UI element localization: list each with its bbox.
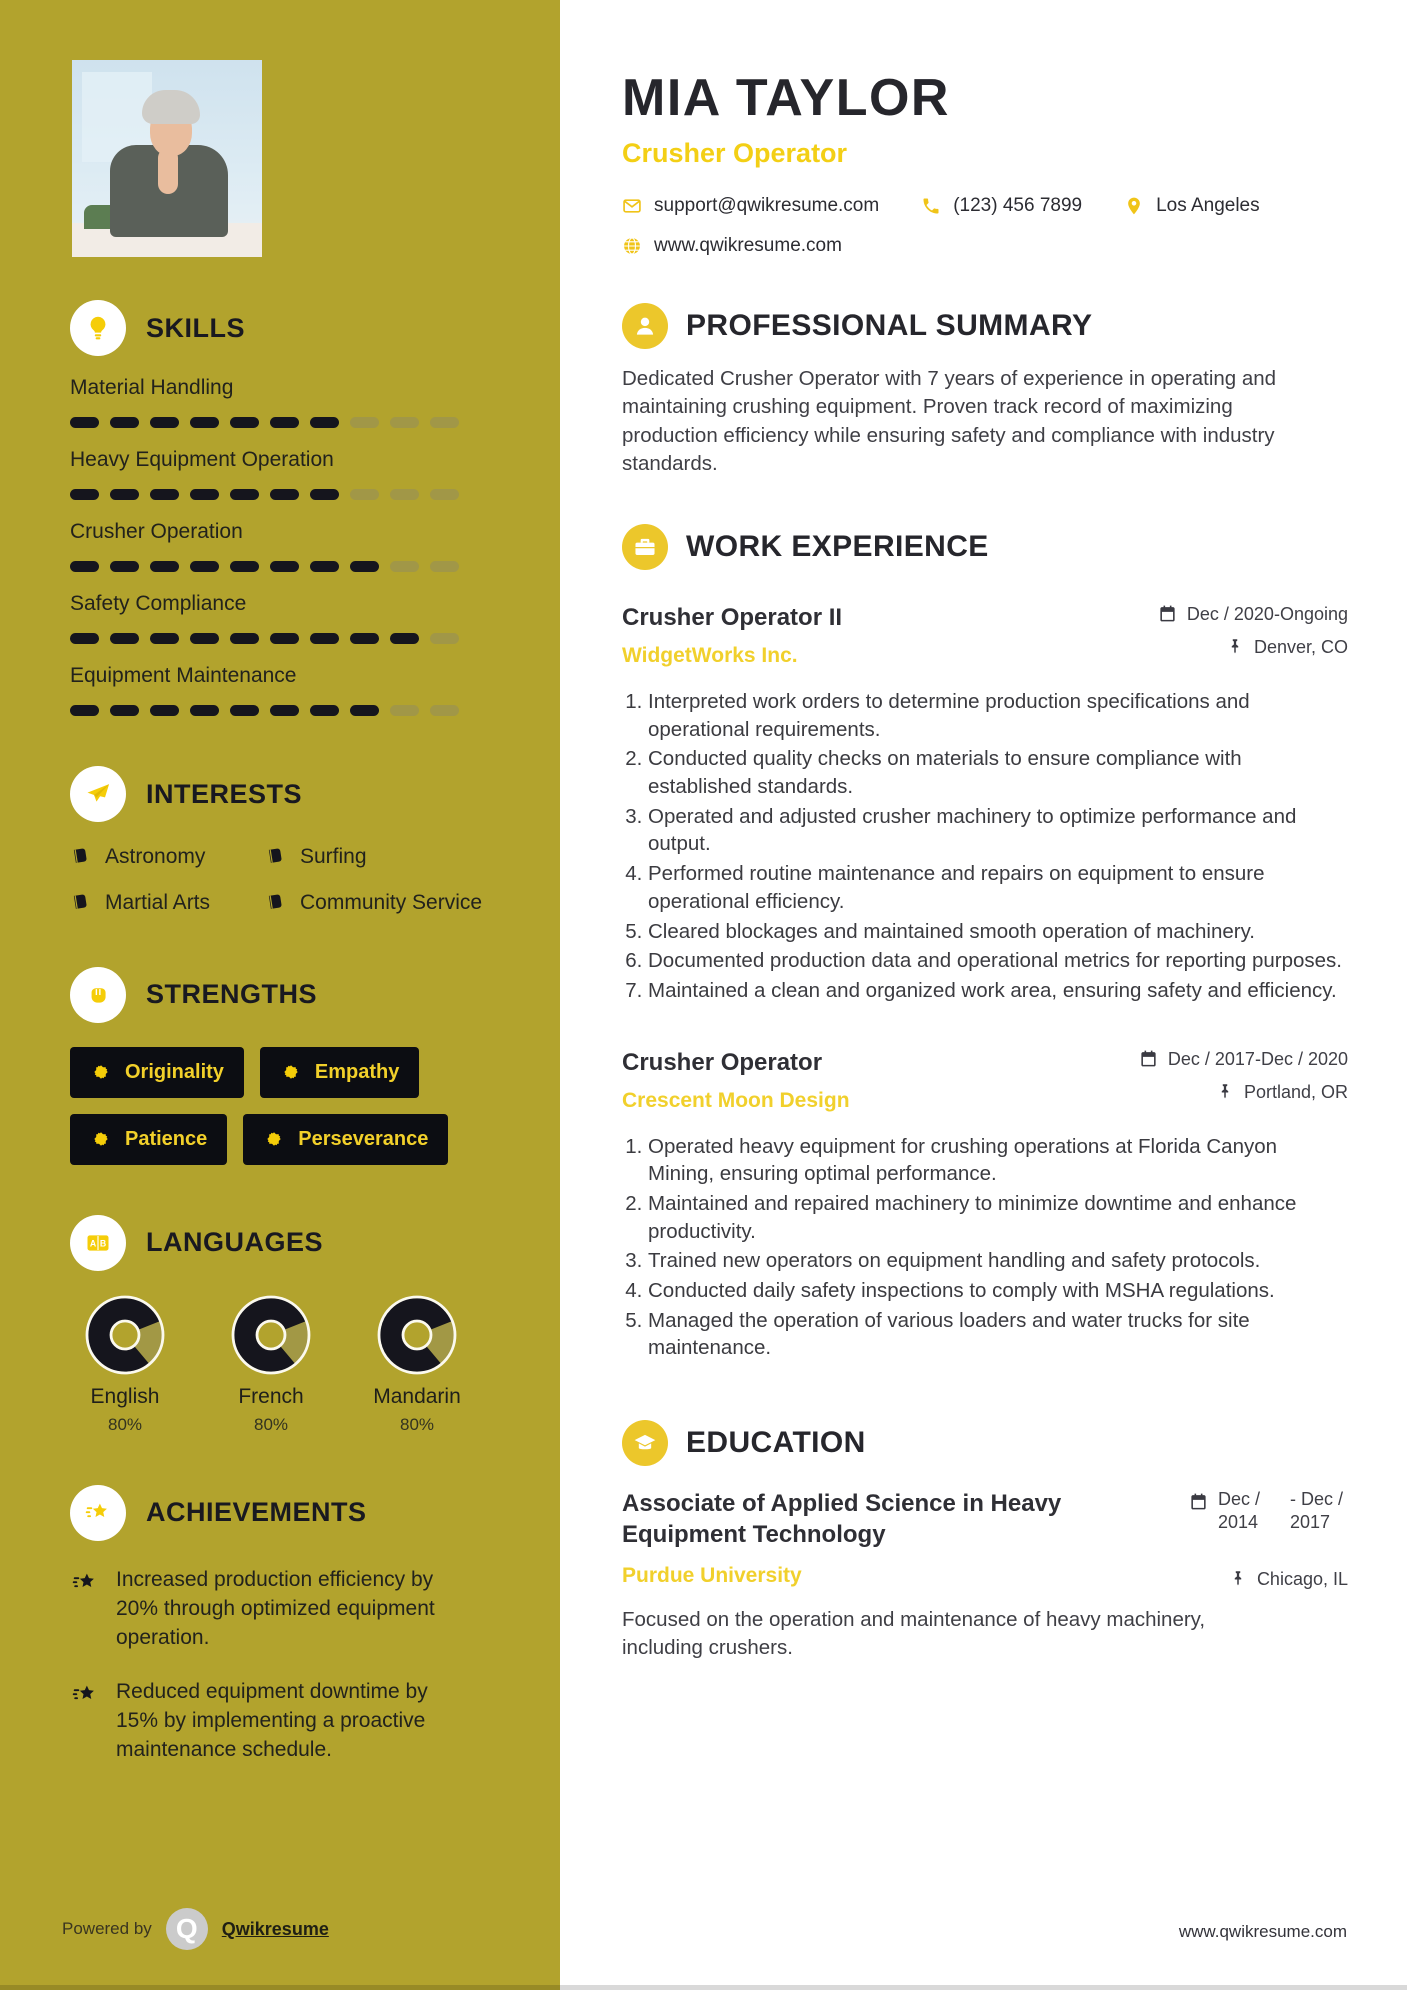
skill-dash-empty xyxy=(430,633,459,644)
languages-section xyxy=(70,1215,500,1435)
skill-dash-filled xyxy=(310,561,339,572)
contact-row-1 xyxy=(622,195,1348,217)
skill-dash-filled xyxy=(270,561,299,572)
job-date: Dec / 2017-Dec / 2020 xyxy=(1167,1048,1348,1069)
strength-badge xyxy=(243,1114,448,1165)
calendar-icon xyxy=(1189,1492,1208,1511)
skill-dash-filled xyxy=(310,705,339,716)
briefcase-icon xyxy=(622,524,668,570)
job-bullet: 5. Managed the operation of various loaders and water trucks for site maintenance. xyxy=(648,1307,1348,1362)
summary-text: Dedicated Crusher Operator with 7 years of experience in operating and maintaining crushing equipment. Proven track record of maximizing production efficiency while ensuring safety and compliance with industry standards. xyxy=(622,367,1277,475)
school-name: Purdue University xyxy=(622,1564,802,1588)
skill-dash-filled xyxy=(270,417,299,428)
skill-dash-filled xyxy=(310,633,339,644)
skill-dash-filled xyxy=(310,489,339,500)
achievement-item xyxy=(70,1677,500,1765)
skill-dash-empty xyxy=(350,417,379,428)
sidebar xyxy=(0,0,560,1990)
interests-header xyxy=(70,766,500,822)
book-icon xyxy=(265,891,286,912)
contact-phone[interactable] xyxy=(921,195,1082,217)
job-bullet: 4. Conducted daily safety inspections to comply with MSHA regulations. xyxy=(648,1277,1348,1305)
job-location-row xyxy=(1158,637,1348,658)
achievements-header xyxy=(70,1485,500,1541)
skill-dash-filled xyxy=(230,561,259,572)
main-column xyxy=(622,68,1348,1662)
skill-level-bar xyxy=(70,417,500,428)
language-percent: 80% xyxy=(399,1414,435,1434)
skill-dash-empty xyxy=(350,489,379,500)
skill-dash-filled xyxy=(350,633,379,644)
education-meta xyxy=(1189,1488,1348,1590)
job-bullet: 7. Maintained a clean and organized work area, ensuring safety and efficiency. xyxy=(648,977,1348,1005)
skill-row xyxy=(70,376,500,428)
skill-dash-empty xyxy=(390,489,419,500)
skills-section xyxy=(70,300,500,716)
graduation-cap-icon xyxy=(622,1420,668,1466)
achievements-title: ACHIEVEMENTS xyxy=(146,1497,367,1527)
strength-list xyxy=(70,1047,500,1165)
book-icon xyxy=(70,845,91,866)
job-bullet: 3. Operated and adjusted crusher machinery to optimize performance and output. xyxy=(648,803,1348,858)
skill-dash-filled xyxy=(70,489,99,500)
skill-dash-filled xyxy=(350,705,379,716)
language-item xyxy=(362,1295,472,1435)
skill-dash-filled xyxy=(70,417,99,428)
language-name: French xyxy=(238,1384,304,1408)
skills-title: SKILLS xyxy=(146,312,246,343)
svg-text:B: B xyxy=(99,1237,107,1248)
lightbulb-icon xyxy=(70,300,126,356)
strength-label: Perseverance xyxy=(298,1127,429,1150)
skill-dash-empty xyxy=(430,705,459,716)
degree-name: Associate of Applied Science in Heavy Equipment Technology xyxy=(622,1489,1062,1549)
translate-icon xyxy=(70,1215,126,1271)
strength-badge xyxy=(260,1047,419,1098)
job-bullet-list xyxy=(622,1133,1348,1362)
skill-name: Equipment Maintenance xyxy=(70,664,297,687)
interest-label: Community Service xyxy=(300,891,483,915)
starburst-icon xyxy=(280,1061,302,1083)
skill-dash-filled xyxy=(110,489,139,500)
education-date-start: Dec / 2014 xyxy=(1218,1488,1261,1533)
job-left xyxy=(622,1049,850,1113)
map-pin-icon xyxy=(1124,196,1144,216)
summary-header xyxy=(622,303,1348,349)
interest-item xyxy=(265,890,500,916)
star-icon xyxy=(70,1568,100,1598)
skill-dash-filled xyxy=(150,705,179,716)
skill-dash-filled xyxy=(150,633,179,644)
job-company: WidgetWorks Inc. xyxy=(622,644,798,668)
job-bullet: 6. Documented production data and operational metrics for reporting purposes. xyxy=(648,947,1348,975)
skill-dash-empty xyxy=(430,417,459,428)
skill-dash-filled xyxy=(150,489,179,500)
photo-person-hair xyxy=(142,90,200,124)
skill-dash-filled xyxy=(150,417,179,428)
skill-row xyxy=(70,520,500,572)
strengths-title: STRENGTHS xyxy=(146,979,318,1009)
skill-dash-filled xyxy=(190,489,219,500)
skill-level-bar xyxy=(70,705,500,716)
skill-dash-filled xyxy=(110,561,139,572)
languages-title: LANGUAGES xyxy=(146,1227,324,1257)
language-donut-chart xyxy=(85,1295,165,1375)
skill-dash-filled xyxy=(70,633,99,644)
location-text: Los Angeles xyxy=(1156,195,1260,216)
skill-dash-filled xyxy=(110,633,139,644)
shooting-star-icon xyxy=(70,1485,126,1541)
language-item xyxy=(70,1295,180,1435)
education-description: Focused on the operation and maintenance of heavy machinery, including crushers. xyxy=(622,1607,1206,1659)
skill-dash-filled xyxy=(270,489,299,500)
star-icon xyxy=(70,1680,100,1710)
qwikresume-link[interactable]: Qwikresume xyxy=(221,1918,329,1939)
job-date: Dec / 2020-Ongoing xyxy=(1186,604,1348,625)
starburst-icon xyxy=(263,1128,285,1150)
skill-dash-filled xyxy=(230,489,259,500)
skill-name: Safety Compliance xyxy=(70,592,247,615)
push-pin-icon xyxy=(1229,1569,1247,1587)
job-bullet: 3. Trained new operators on equipment handling and safety protocols. xyxy=(648,1247,1348,1275)
summary-title: PROFESSIONAL SUMMARY xyxy=(686,309,1093,342)
language-donut-chart xyxy=(377,1295,457,1375)
education-header xyxy=(622,1420,1348,1466)
contact-location xyxy=(1124,195,1260,217)
user-icon xyxy=(622,303,668,349)
skill-dash-filled xyxy=(190,705,219,716)
skill-dash-filled xyxy=(110,417,139,428)
book-icon xyxy=(265,845,286,866)
skill-row xyxy=(70,592,500,644)
job-meta xyxy=(1139,1049,1348,1103)
education-dates xyxy=(1218,1488,1348,1535)
skill-dash-filled xyxy=(70,561,99,572)
calendar-icon xyxy=(1158,604,1177,623)
job-date-row xyxy=(1158,604,1348,625)
skill-name: Crusher Operation xyxy=(70,520,243,543)
powered-by xyxy=(62,1908,329,1950)
language-item xyxy=(216,1295,326,1435)
skills-header xyxy=(70,300,500,356)
strengths-section xyxy=(70,967,500,1165)
job-bullet: 1. Interpreted work orders to determine production specifications and operational requirements. xyxy=(648,688,1348,743)
job-role: Crusher Operator II xyxy=(622,604,843,632)
candidate-name: MIA TAYLOR xyxy=(622,69,950,127)
job-meta xyxy=(1158,604,1348,658)
fist-icon xyxy=(70,967,126,1023)
education-left xyxy=(622,1488,1062,1588)
skill-name: Heavy Equipment Operation xyxy=(70,448,334,471)
education-entry xyxy=(622,1488,1348,1662)
skill-dash-filled xyxy=(270,705,299,716)
interest-item xyxy=(265,844,500,870)
job-bullet: 1. Operated heavy equipment for crushing operations at Florida Canyon Mining, ensuring optimal performance. xyxy=(648,1133,1348,1188)
language-name: Mandarin xyxy=(373,1384,461,1408)
skill-level-bar xyxy=(70,489,500,500)
svg-text:A: A xyxy=(89,1237,97,1248)
education-title: EDUCATION xyxy=(686,1425,866,1459)
skill-dash-empty xyxy=(390,705,419,716)
achievements-section xyxy=(70,1485,500,1765)
job-location: Denver, CO xyxy=(1253,637,1348,658)
interest-list xyxy=(70,844,500,917)
calendar-icon xyxy=(1139,1049,1158,1068)
skill-dash-filled xyxy=(270,633,299,644)
skill-dash-filled xyxy=(310,417,339,428)
interest-label: Martial Arts xyxy=(105,891,211,915)
skill-dash-filled xyxy=(230,633,259,644)
skill-name: Material Handling xyxy=(70,376,234,399)
job-location: Portland, OR xyxy=(1243,1081,1348,1102)
skill-level-bar xyxy=(70,561,500,572)
skill-row xyxy=(70,448,500,500)
interest-label: Surfing xyxy=(300,845,367,868)
starburst-icon xyxy=(90,1128,112,1150)
qwikresume-logo: Q xyxy=(166,1908,208,1950)
skill-dash-empty xyxy=(390,417,419,428)
skill-dash-filled xyxy=(70,705,99,716)
education-location: Chicago, IL xyxy=(1256,1568,1348,1589)
interests-section xyxy=(70,766,500,917)
job-header xyxy=(622,604,1348,668)
job-bullet: 4. Performed routine maintenance and repairs on equipment to ensure operational efficiency. xyxy=(648,860,1348,915)
skill-dash-filled xyxy=(150,561,179,572)
skill-dash-filled xyxy=(190,633,219,644)
paper-plane-icon xyxy=(70,766,126,822)
candidate-title: Crusher Operator xyxy=(622,138,848,168)
globe-icon xyxy=(622,236,642,256)
job-header xyxy=(622,1049,1348,1113)
job-location-row xyxy=(1139,1082,1348,1103)
skill-dash-filled xyxy=(190,417,219,428)
language-list xyxy=(70,1295,500,1435)
job-role: Crusher Operator xyxy=(622,1048,823,1076)
experience-title: WORK EXPERIENCE xyxy=(686,530,989,564)
contact-website[interactable] xyxy=(622,235,842,257)
education-date-end: - Dec / 2017 xyxy=(1290,1488,1344,1533)
interest-item xyxy=(70,844,255,870)
contact-email[interactable] xyxy=(622,195,879,217)
experience-section xyxy=(622,524,1348,1362)
skill-dash-empty xyxy=(430,489,459,500)
experience-header xyxy=(622,524,1348,570)
skill-row xyxy=(70,664,500,716)
interests-title: INTERESTS xyxy=(146,778,303,809)
education-location-row xyxy=(1189,1569,1348,1590)
interest-item xyxy=(70,890,255,916)
strength-badge xyxy=(70,1047,244,1098)
website-text: www.qwikresume.com xyxy=(654,235,842,256)
skill-dash-empty xyxy=(390,561,419,572)
skill-dash-empty xyxy=(430,561,459,572)
push-pin-icon xyxy=(1216,1082,1234,1100)
interest-label: Astronomy xyxy=(105,845,206,868)
languages-header xyxy=(70,1215,500,1271)
strength-label: Patience xyxy=(125,1127,208,1150)
strength-label: Empathy xyxy=(314,1060,400,1083)
email-text: support@qwikresume.com xyxy=(654,195,880,216)
skill-dash-filled xyxy=(230,705,259,716)
job-bullet: 2. Maintained and repaired machinery to minimize downtime and enhance productivity. xyxy=(648,1190,1348,1245)
strength-label: Originality xyxy=(125,1060,224,1083)
achievement-text: Reduced equipment downtime by 15% by implementing a proactive maintenance schedule. xyxy=(116,1679,428,1762)
language-percent: 80% xyxy=(107,1414,143,1434)
job-bullet: 2. Conducted quality checks on materials to ensure compliance with established standards. xyxy=(648,745,1348,800)
job-company: Crescent Moon Design xyxy=(622,1088,850,1112)
summary-section xyxy=(622,303,1348,478)
starburst-icon xyxy=(90,1061,112,1083)
book-icon xyxy=(70,891,91,912)
contact-row-2 xyxy=(622,235,1348,257)
skill-dash-filled xyxy=(350,561,379,572)
language-donut-chart xyxy=(231,1295,311,1375)
photo-person-arm xyxy=(158,148,178,194)
job-bullet-list xyxy=(622,688,1348,1004)
job-left xyxy=(622,604,842,668)
strength-badge xyxy=(70,1114,227,1165)
profile-photo xyxy=(72,60,262,257)
skill-dash-filled xyxy=(230,417,259,428)
education-section xyxy=(622,1420,1348,1662)
job-bullet: 5. Cleared blockages and maintained smooth operation of machinery. xyxy=(648,918,1348,946)
achievement-item xyxy=(70,1565,500,1653)
language-name: English xyxy=(90,1384,160,1408)
phone-icon xyxy=(921,196,941,216)
language-percent: 80% xyxy=(253,1414,289,1434)
job-entry xyxy=(622,604,1348,1004)
job-entry xyxy=(622,1049,1348,1362)
job-date-row xyxy=(1139,1049,1348,1070)
envelope-icon xyxy=(622,196,642,216)
skill-dash-filled xyxy=(390,633,419,644)
phone-text: (123) 456 7899 xyxy=(953,195,1083,216)
education-top xyxy=(622,1488,1348,1590)
push-pin-icon xyxy=(1226,637,1244,655)
education-date-row xyxy=(1189,1488,1348,1535)
powered-by-label: Powered by xyxy=(62,1919,152,1938)
strengths-header xyxy=(70,967,500,1023)
skill-dash-filled xyxy=(110,705,139,716)
sidebar-content xyxy=(0,300,560,1815)
achievement-text: Increased production efficiency by 20% through optimized equipment operation. xyxy=(116,1567,435,1650)
footer-site-url[interactable]: www.qwikresume.com xyxy=(1178,1922,1347,1941)
skill-dash-filled xyxy=(190,561,219,572)
skill-level-bar xyxy=(70,633,500,644)
